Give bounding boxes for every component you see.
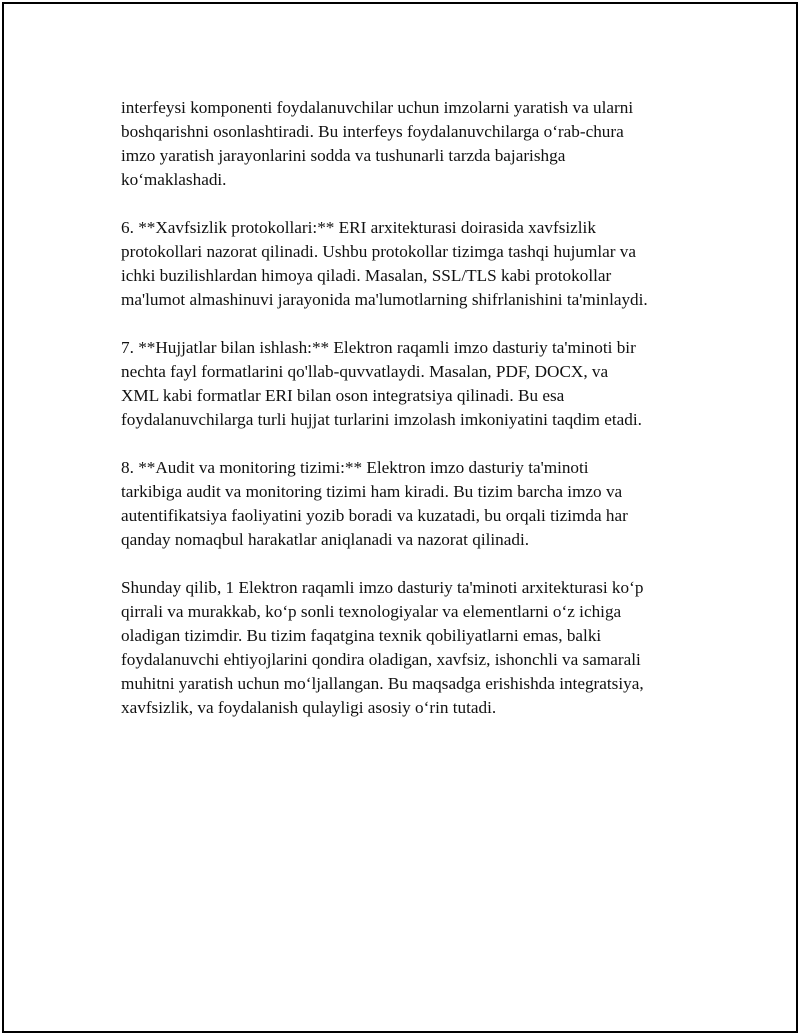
document-body [121,96,701,744]
text-line: interfeysi komponenti foydalanuvchilar uchun imzolarni yaratish va ularni [121,98,634,117]
paragraph-audit-monitoring [121,456,701,552]
text-line: autentifikatsiya faoliyatini yozib boradi va kuzatadi, bu orqali tizimda har [121,506,628,525]
text-line: nechta fayl formatlarini qo'llab-quvvatlaydi. Masalan, PDF, DOCX, va [121,362,609,381]
paragraph-document-handling [121,336,701,432]
text-line: imzo yaratish jarayonlarini sodda va tushunarli tarzda bajarishga [121,146,566,165]
text-line: boshqarishni osonlashtiradi. Bu interfeys foydalanuvchilarga o‘rab-chura [121,122,624,141]
document-page [2,2,798,1033]
text-line: XML kabi formatlar ERI bilan oson integratsiya qilinadi. Bu esa [121,386,565,405]
text-line: qirrali va murakkab, ko‘p sonli texnologiyalar va elementlarni o‘z ichiga [121,602,622,621]
text-line: qanday nomaqbul harakatlar aniqlanadi va nazorat qilinadi. [121,530,530,549]
text-line: ichki buzilishlardan himoya qiladi. Masalan, SSL/TLS kabi protokollar [121,266,612,285]
text-line: foydalanuvchi ehtiyojlarini qondira oladigan, xavfsiz, ishonchli va samarali [121,650,641,669]
text-line: xavfsizlik, va foydalanish qulayligi asosiy o‘rin tutadi. [121,698,497,717]
text-line: foydalanuvchilarga turli hujjat turlarini imzolash imkoniyatini taqdim etadi. [121,410,642,429]
text-line: muhitni yaratish uchun mo‘ljallangan. Bu maqsadga erishishda integratsiya, [121,674,644,693]
text-line: 8. **Audit va monitoring tizimi:** Elektron imzo dasturiy ta'minoti [121,458,589,477]
paragraph-conclusion [121,576,701,720]
text-line: protokollari nazorat qilinadi. Ushbu protokollar tizimga tashqi hujumlar va [121,242,637,261]
paragraph-security-protocols [121,216,701,312]
text-line: oladigan tizimdir. Bu tizim faqatgina texnik qobiliyatlarni emas, balki [121,626,602,645]
text-line: 7. **Hujjatlar bilan ishlash:** Elektron raqamli imzo dasturiy ta'minoti bir [121,338,636,357]
text-line: ko‘maklashadi. [121,170,227,189]
text-line: ma'lumot almashinuvi jarayonida ma'lumotlarning shifrlanishini ta'minlaydi. [121,290,648,309]
text-line: 6. **Xavfsizlik protokollari:** ERI arxitekturasi doirasida xavfsizlik [121,218,596,237]
paragraph-interface-continuation [121,96,701,192]
text-line: tarkibiga audit va monitoring tizimi ham kiradi. Bu tizim barcha imzo va [121,482,623,501]
text-line: Shunday qilib, 1 Elektron raqamli imzo dasturiy ta'minoti arxitekturasi ko‘p [121,578,644,597]
